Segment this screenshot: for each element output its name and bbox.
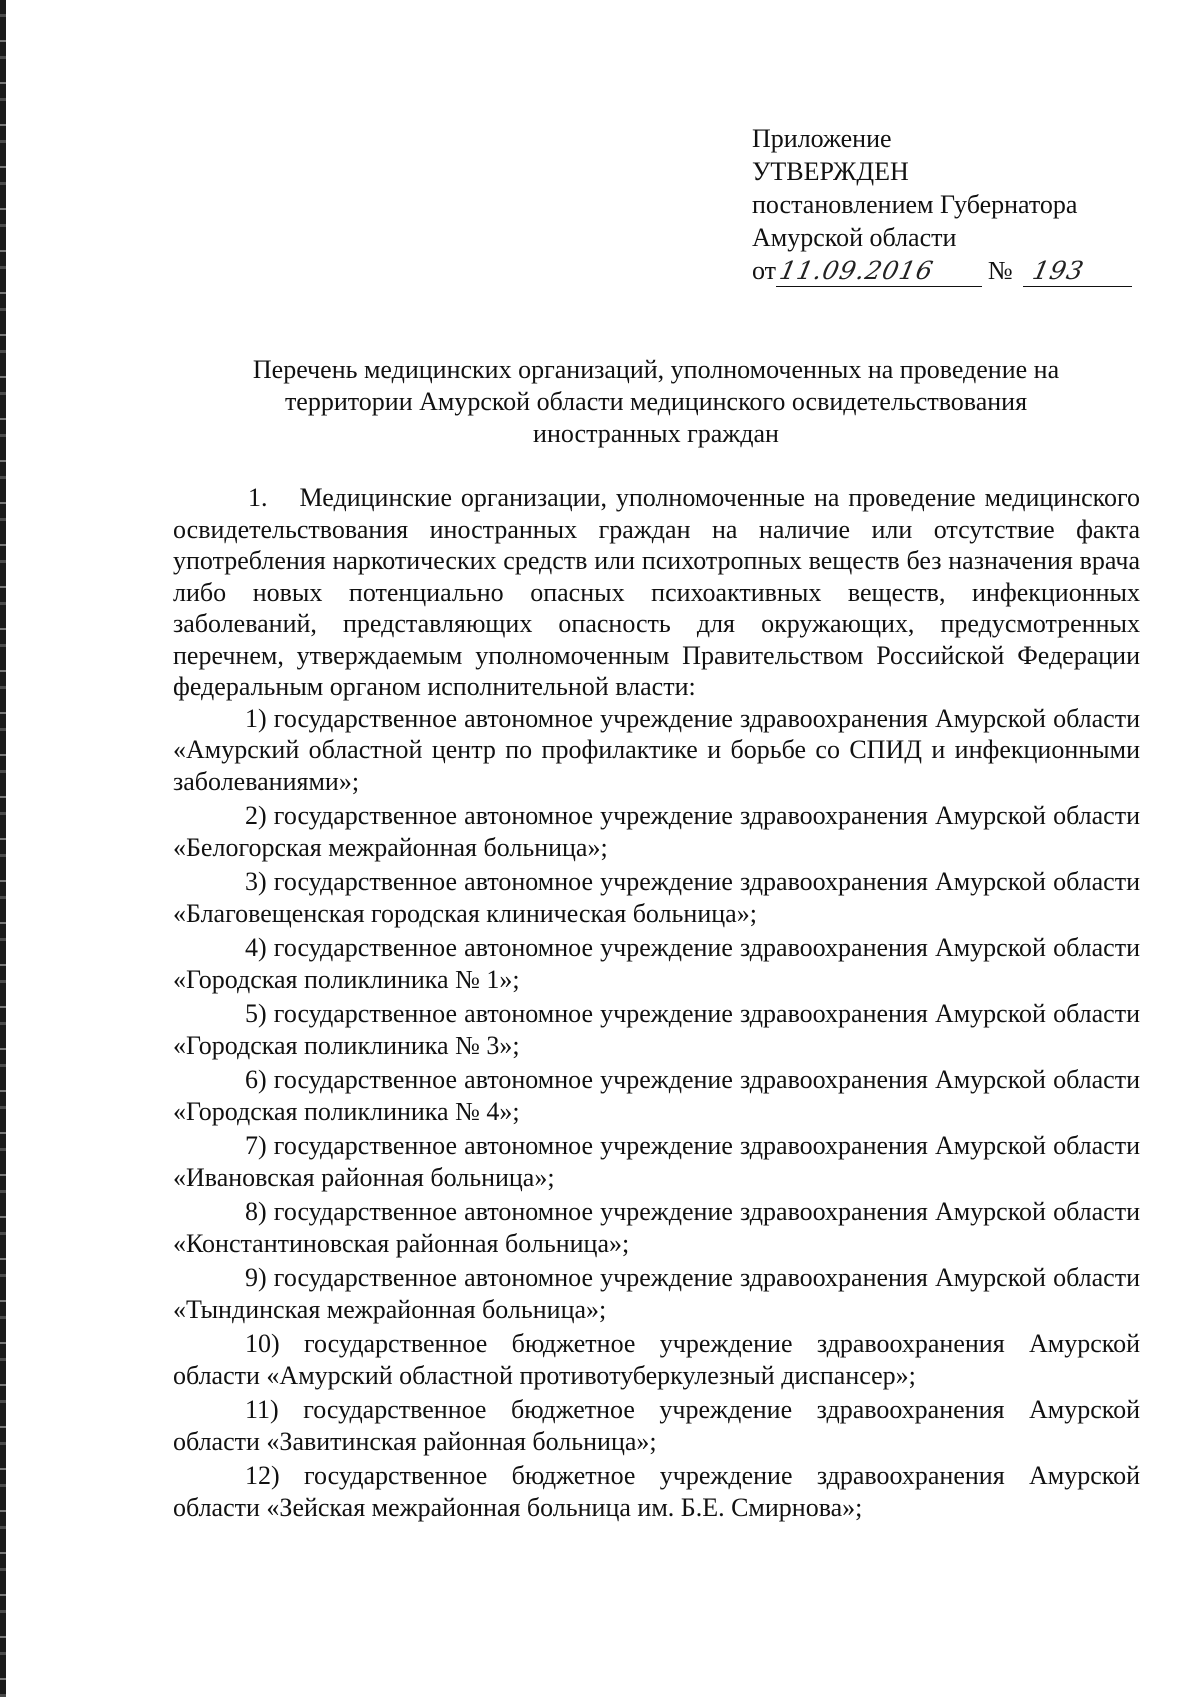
section-paragraph	[173, 482, 1140, 703]
document-body	[173, 482, 1140, 1526]
date-field	[776, 256, 982, 287]
list-item: 3) государственное автономное учреждение здравоохранения Амурской области «Благовещенская городская клиническая больница»;	[173, 867, 1140, 928]
approval-line: УТВЕРЖДЕН	[752, 157, 909, 186]
number-sign: №	[987, 256, 1013, 285]
approval-date-line	[752, 254, 1132, 287]
list-item: 9) государственное автономное учреждение здравоохранения Амурской области «Тындинская межрайонная больница»;	[173, 1263, 1140, 1324]
title-line: иностранных граждан	[533, 419, 779, 448]
list-item: 4) государственное автономное учреждение здравоохранения Амурской области «Городская поликлиника № 1»;	[173, 933, 1140, 994]
list-item: 7) государственное автономное учреждение здравоохранения Амурской области «Ивановская районная больница»;	[173, 1131, 1140, 1192]
list-item: 11) государственное бюджетное учреждение здравоохранения Амурской области «Завитинская районная больница»;	[173, 1395, 1140, 1456]
title-line: Перечень медицинских организаций, уполномоченных на проведение на	[252, 355, 1060, 384]
approval-line: Амурской области	[752, 223, 957, 252]
handwritten-number: 193	[1029, 256, 1087, 285]
approval-line: постановлением Губернатора	[752, 190, 1078, 219]
section-text: Медицинские организации, уполномоченные на проведение медицинского освидетельствования иностранных граждан на наличие или отсутствие факта употребления наркотических средств или психотропных веществ без назначения врача либо новых потенциально опасных психоактивных веществ, инфекционных заболеваний, представляющих опасность для окружающих, предусмотренных перечнем, утверждаемым уполномоченным Правительством Российской Федерации федеральным органом исполнительной власти:	[173, 483, 1140, 701]
document-title	[170, 354, 1142, 450]
list-item: 8) государственное автономное учреждение здравоохранения Амурской области «Константиновская районная больница»;	[173, 1197, 1140, 1258]
list-item: 1) государственное автономное учреждение здравоохранения Амурской области «Амурский областной центр по профилактике и борьбе со СПИД и инфекционными заболеваниями»;	[173, 703, 1140, 796]
list-item: 6) государственное автономное учреждение здравоохранения Амурской области «Городская поликлиника № 4»;	[173, 1065, 1140, 1126]
number-field	[1023, 256, 1132, 287]
date-prefix: от	[752, 256, 777, 285]
list-item: 10) государственное бюджетное учреждение здравоохранения Амурской области «Амурский областной противотуберкулезный диспансер»;	[173, 1329, 1140, 1390]
list-item: 12) государственное бюджетное учреждение здравоохранения Амурской области «Зейская межрайонная больница им. Б.Е. Смирнова»;	[173, 1461, 1140, 1522]
approval-block	[752, 122, 1132, 287]
section-number: 1.	[248, 483, 268, 512]
list-item: 2) государственное автономное учреждение здравоохранения Амурской области «Белогорская межрайонная больница»;	[173, 801, 1140, 862]
approval-line: Приложение	[752, 124, 892, 153]
title-line: территории Амурской области медицинского освидетельствования	[284, 387, 1028, 416]
handwritten-date: 11.09.2016	[777, 256, 937, 285]
list-item: 5) государственное автономное учреждение здравоохранения Амурской области «Городская поликлиника № 3»;	[173, 999, 1140, 1060]
scan-edge	[0, 0, 6, 1697]
